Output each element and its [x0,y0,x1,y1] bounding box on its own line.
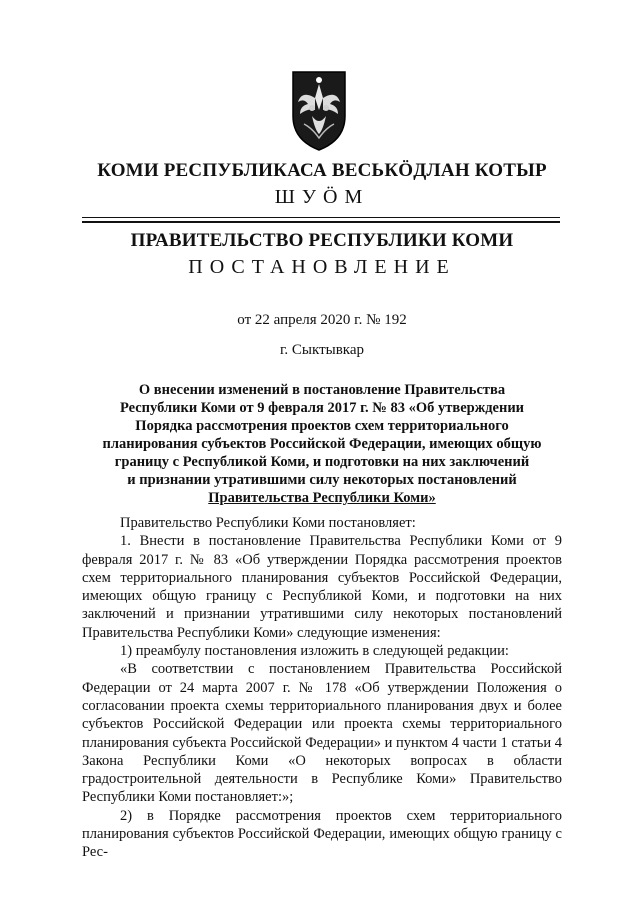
russian-document-type: ПОСТАНОВЛЕНИЕ [188,256,456,278]
komi-coat-of-arms-emblem [290,68,348,152]
body-paragraph: 1. Внести в постановление Правительства Республики Коми от 9 февраля 2017 г. № 83 «Об утверждении Порядка рассмотрения проектов схем территориального планирования субъектов Российской Федерации, имеющих общую границу с Республикой Коми, и подготовки на них заключений и признании утратившими силу некоторых постановлений Правительства Республики Коми» следующие изменения: [82,533,562,641]
document-title-line: и признании утратившими силу некоторых постановлений [127,472,517,488]
document-body [82,514,562,862]
document-title-line: Порядка рассмотрения проектов схем территориального [135,418,509,434]
komi-government-title: КОМИ РЕСПУБЛИКАСА ВЕСЬКӦДЛАН КОТЫР [97,160,547,181]
document-title-line: планирования субъектов Российской Федерации, имеющих общую [102,436,542,452]
document-title-line: Республики Коми от 9 февраля 2017 г. № 83 «Об утверждении [119,400,525,416]
document-title-last-line: Правительства Республики Коми» [208,490,436,506]
body-paragraph: 1) преамбулу постановления изложить в следующей редакции: [120,643,509,660]
russian-government-title: ПРАВИТЕЛЬСТВО РЕСПУБЛИКИ КОМИ [130,230,514,251]
body-paragraph: 2) в Порядке рассмотрения проектов схем территориального планирования субъектов Российской Федерации, имеющих общую границу с Рес- [82,807,562,861]
document-title-line: О внесении изменений в постановление Правительства [138,382,506,398]
body-paragraph: «В соответствии с постановлением Правительства Российской Федерации от 24 марта 2007 г. № 178 «Об утверждении Положения о согласовании проекта схемы территориального планирования двух и более субъектов Российской Федерации или проекта схемы территориального планирования субъекта Российской Федерации» и пунктом 4 части 1 статьи 4 Закона Республики Коми «О некоторых вопросах в области градостроительной деятельности в Республике Коми» Правительство Республики Коми постановляет:»; [82,661,562,806]
document-date-number: от 22 апреля 2020 г. № 192 [237,312,407,328]
header-divider-thick [82,221,560,223]
komi-document-type: ШУӦМ [274,186,370,208]
header-divider-thin [82,217,560,218]
document-city: г. Сыктывкар [279,342,365,358]
document-title [82,381,562,507]
body-paragraph: Правительство Республики Коми постановляет: [120,515,416,531]
document-title-line: границу с Республикой Коми, и подготовки на них заключений [114,454,530,470]
